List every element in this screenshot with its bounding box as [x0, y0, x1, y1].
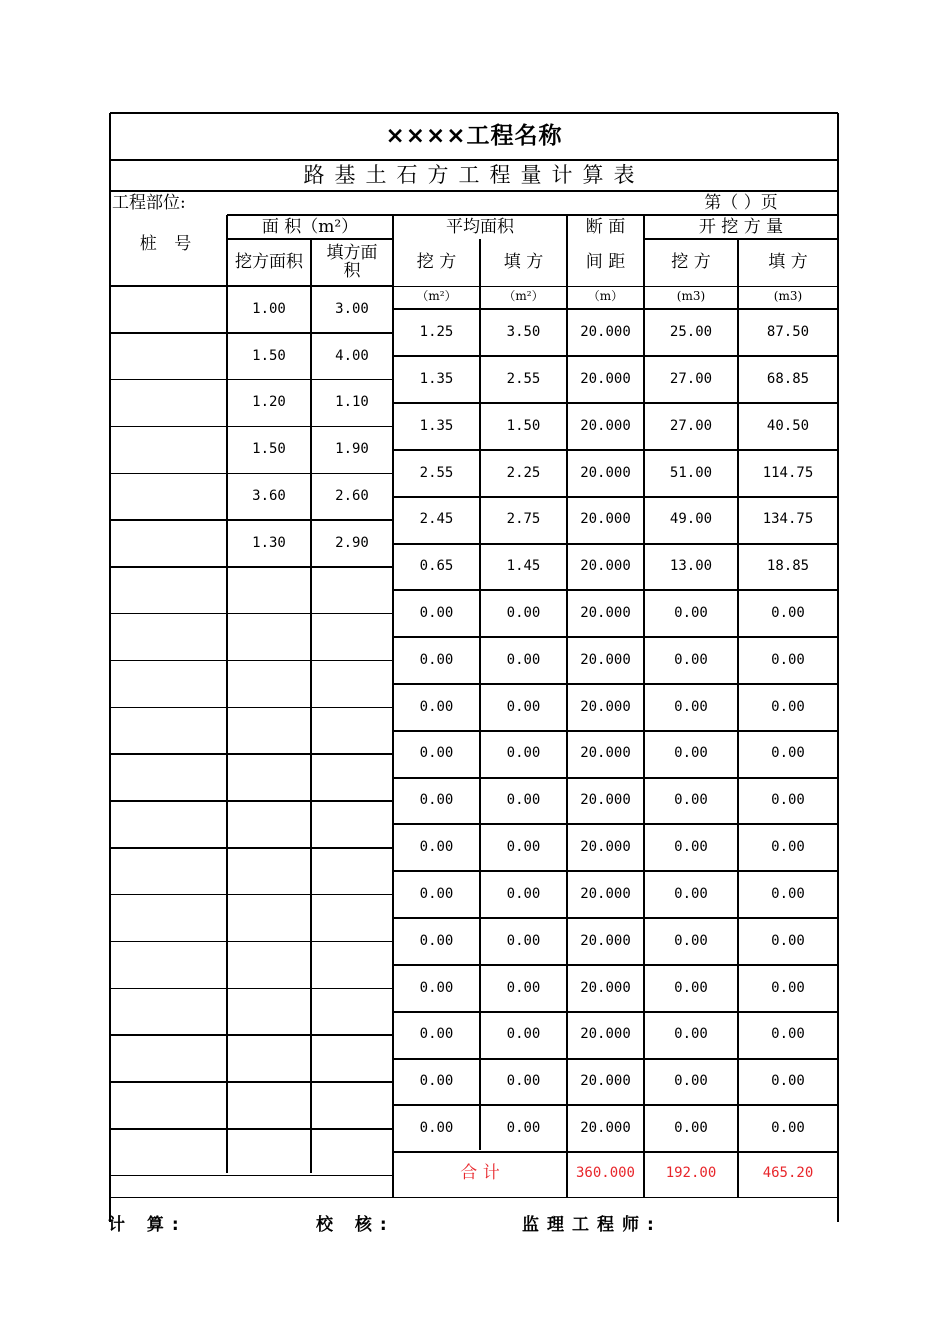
fill-area-cell	[311, 1129, 393, 1176]
grid-line	[110, 1128, 393, 1130]
grid-line	[110, 473, 393, 475]
station-cell	[110, 1035, 227, 1082]
avg-cut-cell: 0.00	[419, 979, 454, 996]
avg-cut-cell: 0.00	[419, 885, 454, 902]
vol-fill-cell: 87.50	[766, 324, 810, 341]
vol-cut-header: 挖 方	[671, 252, 711, 273]
grid-line	[110, 660, 393, 662]
station-cell	[110, 380, 227, 427]
distance-cell: 20.000	[580, 605, 631, 622]
station-cell	[110, 333, 227, 380]
distance-cell: 20.000	[580, 511, 631, 528]
station-cell	[110, 1082, 227, 1129]
avg-cut-cell: 0.65	[419, 558, 454, 575]
distance-cell: 20.000	[580, 698, 631, 715]
excavation-area-cell	[227, 661, 311, 708]
section-group-header: 断 面	[585, 216, 626, 237]
vol-fill-cell: 40.50	[766, 417, 810, 434]
vol-cut-cell: 51.00	[669, 464, 713, 481]
excavation-area-cell	[227, 614, 311, 661]
vol-fill-cell: 18.85	[766, 558, 810, 575]
distance-cell: 20.000	[580, 745, 631, 762]
station-cell	[110, 941, 227, 988]
grid-line	[110, 112, 838, 114]
distance-unit: （m）	[587, 289, 624, 304]
vol-cut-cell: 0.00	[674, 885, 708, 902]
vol-cut-cell: 0.00	[674, 651, 708, 668]
distance-cell: 20.000	[580, 651, 631, 668]
grid-line	[227, 214, 838, 216]
area-group-header: 面 积（m²）	[261, 216, 359, 237]
avg-fill-cell: 2.55	[506, 370, 541, 387]
avg-cut-cell: 0.00	[419, 651, 454, 668]
grid-line	[393, 449, 838, 451]
grid-line	[393, 917, 838, 919]
excavation-area-cell	[227, 801, 311, 848]
grid-line	[393, 402, 838, 404]
excavation-area-cell	[227, 567, 311, 614]
distance-cell: 20.000	[580, 979, 631, 996]
grid-line	[737, 239, 739, 1197]
grid-line	[393, 730, 838, 732]
vol-fill-unit: (m3)	[773, 289, 803, 304]
grid-line	[566, 215, 568, 1197]
excavation-area-cell	[227, 1035, 311, 1082]
vol-fill-cell: 0.00	[771, 651, 805, 668]
vol-fill-cell: 0.00	[771, 1120, 805, 1137]
distance-cell: 20.000	[580, 932, 631, 949]
grid-line	[110, 847, 393, 849]
avg-cut-cell: 0.00	[419, 745, 454, 762]
station-cell	[110, 848, 227, 895]
vol-fill-cell: 0.00	[771, 1026, 805, 1043]
distance-cell: 20.000	[580, 885, 631, 902]
avg-cut-cell: 0.00	[419, 698, 454, 715]
fill-area-cell	[311, 801, 393, 848]
grid-line	[226, 215, 228, 1173]
vol-fill-cell: 0.00	[771, 932, 805, 949]
distance-cell: 20.000	[580, 1026, 631, 1043]
fill-area-cell	[311, 614, 393, 661]
grid-line	[110, 566, 393, 568]
avg-fill-cell: 0.00	[506, 651, 541, 668]
avg-fill-cell: 0.00	[506, 792, 541, 809]
vol-cut-cell: 25.00	[669, 324, 713, 341]
fill-area-cell	[311, 567, 393, 614]
supervisor-signature-label: 监理工程师:	[522, 1215, 662, 1235]
station-cell	[110, 1129, 227, 1176]
vol-cut-cell: 0.00	[674, 979, 708, 996]
grid-line	[110, 190, 838, 192]
grid-line	[110, 613, 393, 615]
vol-cut-cell: 0.00	[674, 932, 708, 949]
grid-line	[110, 1034, 393, 1036]
grid-line	[393, 964, 838, 966]
excavation-area-cell: 1.30	[252, 534, 286, 551]
fill-area-cell	[311, 1035, 393, 1082]
avg-fill-cell: 0.00	[506, 979, 541, 996]
vol-fill-header: 填 方	[768, 252, 808, 273]
grid-line	[393, 823, 838, 825]
distance-cell: 20.000	[580, 792, 631, 809]
fill-area-cell	[311, 707, 393, 754]
fill-area-header: 填方面积	[326, 242, 378, 281]
avg-cut-cell: 0.00	[419, 932, 454, 949]
excavation-area-header: 挖方面积	[235, 252, 303, 273]
avg-fill-cell: 2.25	[506, 464, 541, 481]
grid-line	[393, 683, 838, 685]
grid-line	[393, 1058, 838, 1060]
grid-line	[110, 753, 393, 755]
grid-line	[644, 238, 838, 240]
fill-area-cell: 1.10	[335, 394, 369, 411]
grid-line	[110, 332, 393, 334]
location-label: 工程部位:	[112, 192, 186, 213]
excavation-area-cell	[227, 707, 311, 754]
station-header: 桩 号	[139, 234, 198, 255]
excavation-area-cell: 1.50	[252, 441, 286, 458]
vol-cut-cell: 0.00	[674, 1120, 708, 1137]
station-cell	[110, 661, 227, 708]
avg-fill-cell: 0.00	[506, 745, 541, 762]
grid-line	[393, 286, 838, 287]
vol-cut-cell: 49.00	[669, 511, 713, 528]
vol-cut-cell: 0.00	[674, 698, 708, 715]
page-title: ××××工程名称	[385, 122, 563, 149]
avg-fill-unit: （m²）	[503, 289, 544, 304]
station-cell	[110, 567, 227, 614]
excavation-area-cell	[227, 754, 311, 801]
vol-fill-cell: 114.75	[762, 464, 814, 481]
fill-area-cell	[311, 848, 393, 895]
distance-cell: 20.000	[580, 1120, 631, 1137]
grid-line	[393, 777, 838, 779]
grid-line	[110, 379, 393, 381]
grid-line	[393, 1104, 838, 1106]
fill-area-cell: 2.60	[335, 487, 369, 504]
avg-cut-cell: 2.45	[419, 511, 454, 528]
grid-line	[110, 1175, 393, 1177]
vol-cut-cell: 0.00	[674, 1073, 708, 1090]
station-cell	[110, 473, 227, 520]
station-cell	[110, 707, 227, 754]
grid-line	[109, 113, 111, 1222]
avg-fill-cell: 0.00	[506, 932, 541, 949]
fill-area-cell	[311, 941, 393, 988]
excavation-area-cell	[227, 1129, 311, 1176]
vol-cut-cell: 13.00	[669, 558, 713, 575]
vol-cut-cell: 27.00	[669, 370, 713, 387]
avg-fill-cell: 1.50	[506, 417, 541, 434]
grid-line	[393, 496, 838, 498]
excavation-area-cell	[227, 941, 311, 988]
vol-fill-cell: 0.00	[771, 745, 805, 762]
grid-line	[393, 870, 838, 872]
grid-line	[393, 355, 838, 357]
page-number-label: 第（ ）页	[704, 192, 778, 213]
avg-cut-cell: 0.00	[419, 839, 454, 856]
avg-fill-cell: 3.50	[506, 324, 541, 341]
volume-group-header: 开 挖 方 量	[698, 216, 784, 237]
grid-line	[110, 159, 838, 161]
distance-cell: 20.000	[580, 558, 631, 575]
fill-area-cell	[311, 988, 393, 1035]
avg-cut-unit: （m²）	[416, 289, 457, 304]
average-area-group-header: 平均面积	[446, 216, 514, 237]
avg-fill-cell: 2.75	[506, 511, 541, 528]
vol-cut-unit: (m3)	[676, 289, 706, 304]
avg-fill-cell: 0.00	[506, 1073, 541, 1090]
station-cell	[110, 988, 227, 1035]
grid-line	[110, 285, 393, 287]
avg-cut-cell: 1.35	[419, 370, 454, 387]
avg-fill-cell: 0.00	[506, 839, 541, 856]
vol-cut-cell: 0.00	[674, 792, 708, 809]
excavation-area-cell: 1.50	[252, 347, 286, 364]
grid-line	[393, 589, 838, 591]
fill-area-cell: 3.00	[335, 300, 369, 317]
fill-area-cell	[311, 754, 393, 801]
fill-area-cell	[311, 895, 393, 942]
station-cell	[110, 520, 227, 567]
vol-fill-cell: 134.75	[762, 511, 814, 528]
vol-fill-cell: 68.85	[766, 370, 810, 387]
vol-fill-cell: 0.00	[771, 979, 805, 996]
distance-cell: 20.000	[580, 1073, 631, 1090]
grid-line	[393, 1151, 838, 1153]
distance-cell: 20.000	[580, 324, 631, 341]
avg-cut-cell: 1.35	[419, 417, 454, 434]
distance-cell: 20.000	[580, 417, 631, 434]
grid-line	[479, 239, 481, 1150]
avg-fill-cell: 0.00	[506, 605, 541, 622]
vol-cut-cell: 0.00	[674, 605, 708, 622]
excavation-area-cell: 1.20	[252, 394, 286, 411]
grid-line	[110, 800, 393, 802]
avg-cut-header: 挖 方	[416, 252, 457, 273]
grid-line	[393, 308, 838, 310]
grid-line	[110, 426, 393, 428]
vol-fill-cell: 0.00	[771, 1073, 805, 1090]
avg-cut-cell: 0.00	[419, 605, 454, 622]
avg-cut-cell: 1.25	[419, 324, 454, 341]
total-vol-fill: 465.20	[762, 1164, 814, 1181]
avg-fill-cell: 0.00	[506, 885, 541, 902]
station-cell	[110, 801, 227, 848]
grid-line	[393, 636, 838, 638]
table-subtitle: 路基土石方工程量计算表	[303, 162, 645, 187]
station-cell	[110, 286, 227, 333]
avg-fill-cell: 1.45	[506, 558, 541, 575]
excavation-area-cell	[227, 848, 311, 895]
grid-line	[110, 894, 393, 896]
vol-fill-cell: 0.00	[771, 605, 805, 622]
check-signature-label: 校 核:	[316, 1215, 395, 1235]
grid-line	[110, 941, 393, 943]
vol-fill-cell: 0.00	[771, 792, 805, 809]
fill-area-cell	[311, 661, 393, 708]
grid-line	[643, 215, 645, 1197]
grid-line	[393, 543, 838, 545]
station-cell	[110, 754, 227, 801]
distance-cell: 20.000	[580, 839, 631, 856]
total-label: 合 计	[460, 1163, 500, 1184]
station-cell	[110, 426, 227, 473]
fill-area-cell: 4.00	[335, 347, 369, 364]
avg-fill-cell: 0.00	[506, 1120, 541, 1137]
grid-line	[110, 988, 393, 990]
vol-cut-cell: 0.00	[674, 839, 708, 856]
vol-cut-cell: 27.00	[669, 417, 713, 434]
excavation-area-cell	[227, 895, 311, 942]
distance-cell: 20.000	[580, 464, 631, 481]
signature-row	[108, 1196, 843, 1235]
station-cell	[110, 614, 227, 661]
avg-fill-header: 填 方	[503, 252, 544, 273]
avg-cut-cell: 0.00	[419, 1120, 454, 1137]
vol-fill-cell: 0.00	[771, 839, 805, 856]
avg-fill-cell: 0.00	[506, 698, 541, 715]
excavation-area-cell: 1.00	[252, 300, 286, 317]
excavation-area-cell	[227, 1082, 311, 1129]
grid-line	[110, 707, 393, 709]
grid-line	[110, 1081, 393, 1083]
avg-cut-cell: 0.00	[419, 1073, 454, 1090]
fill-area-cell: 2.90	[335, 534, 369, 551]
avg-fill-cell: 0.00	[506, 1026, 541, 1043]
distance-cell: 20.000	[580, 370, 631, 387]
grid-line	[837, 113, 839, 1222]
calc-signature-label: 计 算:	[108, 1215, 187, 1235]
grid-line	[110, 519, 393, 521]
fill-area-cell	[311, 1082, 393, 1129]
total-vol-cut: 192.00	[665, 1164, 717, 1181]
excavation-area-cell	[227, 988, 311, 1035]
avg-cut-cell: 0.00	[419, 1026, 454, 1043]
avg-cut-cell: 0.00	[419, 792, 454, 809]
vol-fill-cell: 0.00	[771, 698, 805, 715]
grid-line	[393, 1011, 838, 1013]
vol-cut-cell: 0.00	[674, 745, 708, 762]
excavation-area-cell: 3.60	[252, 487, 286, 504]
avg-cut-cell: 2.55	[419, 464, 454, 481]
fill-area-cell: 1.90	[335, 441, 369, 458]
vol-cut-cell: 0.00	[674, 1026, 708, 1043]
distance-header: 间 距	[585, 252, 626, 273]
total-distance: 360.000	[575, 1164, 635, 1181]
station-cell	[110, 895, 227, 942]
vol-fill-cell: 0.00	[771, 885, 805, 902]
